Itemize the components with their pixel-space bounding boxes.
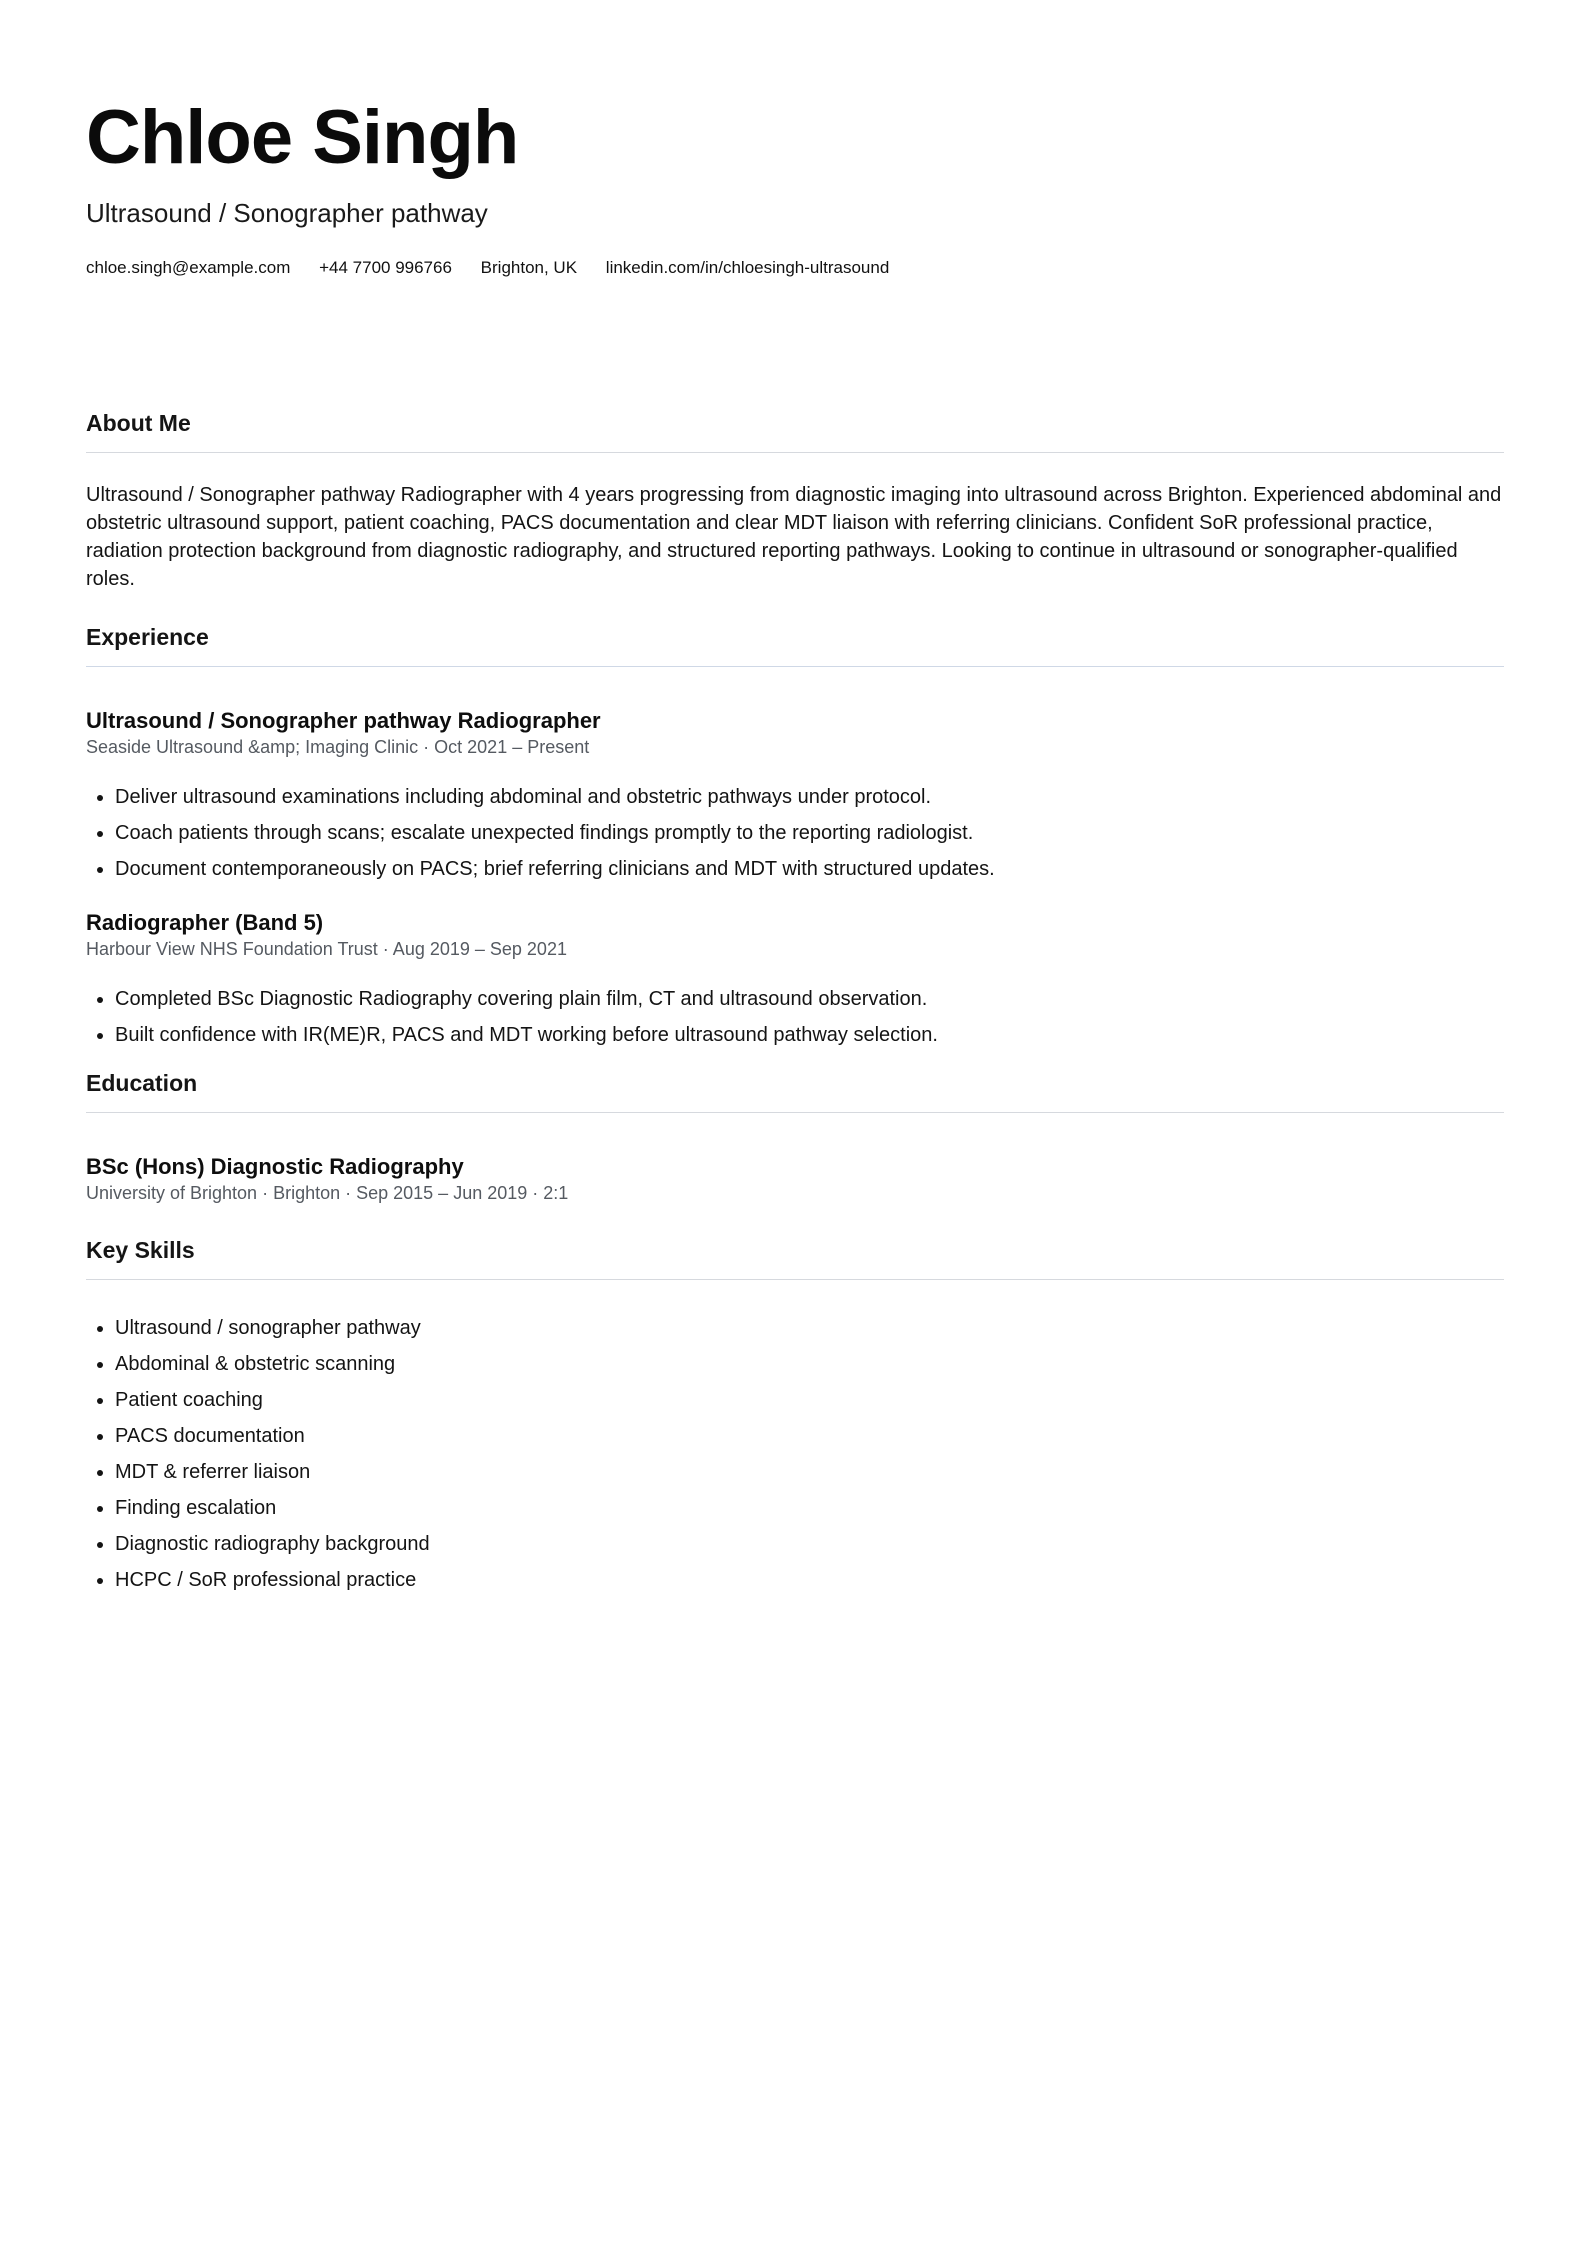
candidate-name: Chloe Singh [86, 95, 519, 180]
role-bullets [86, 981, 1504, 1053]
list-item: • Document contemporaneously on PACS; brief referring clinicians and MDT with structured updates. [115, 851, 1504, 887]
role-meta: Harbour View NHS Foundation Trust · Aug 2019 – Sep 2021 [86, 939, 567, 959]
list-item: • Finding escalation [115, 1490, 1504, 1526]
education-heading: Education [86, 1068, 1504, 1113]
experience-section [86, 622, 1504, 1053]
experience-role [86, 909, 1504, 1053]
about-heading: About Me [86, 408, 1504, 453]
contact-line [86, 256, 913, 280]
list-item: • PACS documentation [115, 1418, 1504, 1454]
skills-heading: Key Skills [86, 1235, 1504, 1280]
list-item: • Patient coaching [115, 1382, 1504, 1418]
role-bullets [86, 779, 1504, 887]
contact-email[interactable]: chloe.singh@example.com [86, 258, 291, 277]
list-item: • HCPC / SoR professional practice [115, 1562, 1504, 1598]
list-item: • Diagnostic radiography background [115, 1526, 1504, 1562]
list-item: • Deliver ultrasound examinations including abdominal and obstetric pathways under protocol. [115, 779, 1504, 815]
about-section [86, 408, 1504, 593]
list-item: • Ultrasound / sonographer pathway [115, 1310, 1504, 1346]
degree-title: BSc (Hons) Diagnostic Radiography [86, 1154, 464, 1179]
candidate-headline: Ultrasound / Sonographer pathway [86, 198, 488, 228]
list-item: • Coach patients through scans; escalate unexpected findings promptly to the reporting radiologist. [115, 815, 1504, 851]
degree-meta: University of Brighton · Brighton · Sep 2015 – Jun 2019 · 2:1 [86, 1183, 569, 1203]
list-item: • Abdominal & obstetric scanning [115, 1346, 1504, 1382]
role-title: Radiographer (Band 5) [86, 910, 324, 935]
role-meta: Seaside Ultrasound &amp; Imaging Clinic · Oct 2021 – Present [86, 737, 590, 757]
list-item: • MDT & referrer liaison [115, 1454, 1504, 1490]
education-section [86, 1068, 1504, 1205]
skills-list [86, 1310, 1504, 1598]
experience-role [86, 707, 1504, 887]
contact-location: Brighton, UK [480, 258, 578, 277]
skills-section [86, 1235, 1504, 1598]
list-item: • Built confidence with IR(ME)R, PACS and MDT working before ultrasound pathway selection. [115, 1017, 1504, 1053]
education-entry [86, 1153, 1504, 1205]
contact-linkedin[interactable]: linkedin.com/in/chloesingh-ultrasound [605, 258, 890, 277]
about-text: Ultrasound / Sonographer pathway Radiographer with 4 years progressing from diagnostic imaging into ultrasound across Brighton. Experienced abdominal and obstetric ultrasound support, patient coaching, PACS documentation and clear MDT liaison with referring clinicians. Confident SoR professional practice, radiation protection background from diagnostic radiography, and structured reporting pathways. Looking to continue in ultrasound or sonographer-qualified roles. [86, 484, 1502, 590]
role-title: Ultrasound / Sonographer pathway Radiographer [86, 708, 601, 733]
list-item: • Completed BSc Diagnostic Radiography covering plain film, CT and ultrasound observation. [115, 981, 1504, 1017]
contact-phone[interactable]: +44 7700 996766 [319, 258, 452, 277]
experience-heading: Experience [86, 622, 1504, 667]
